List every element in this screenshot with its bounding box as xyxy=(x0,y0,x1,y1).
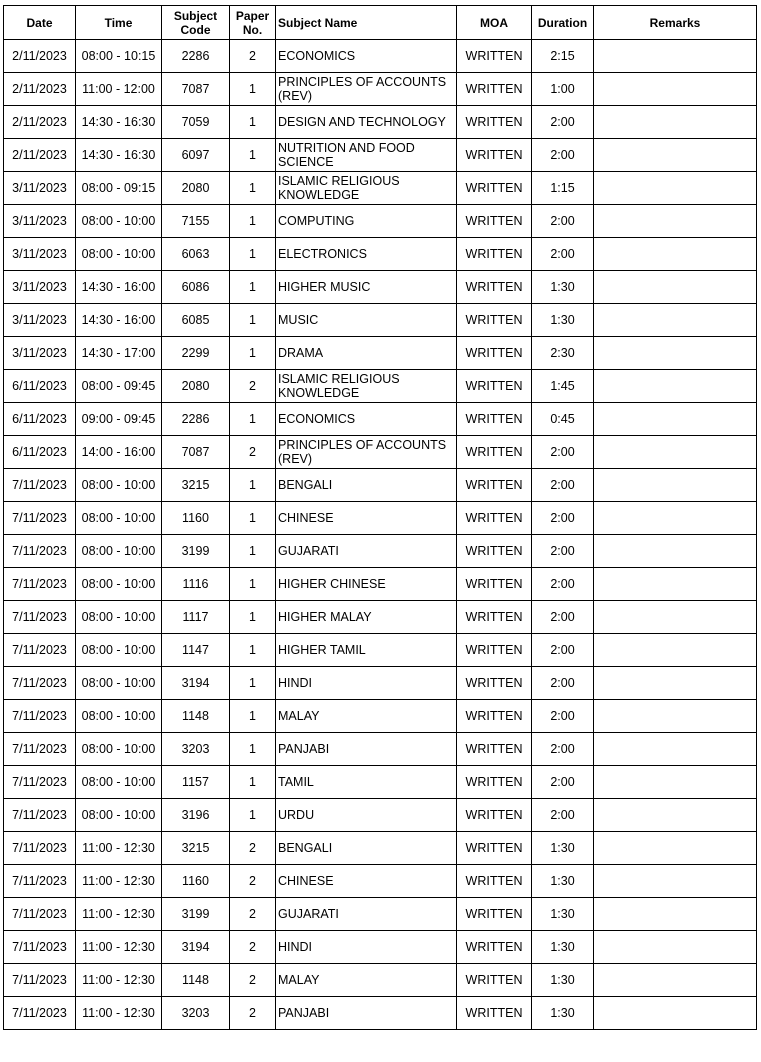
table-row xyxy=(4,502,757,535)
cell-subject-name: HINDI xyxy=(276,931,457,964)
cell-paper-no: 1 xyxy=(230,139,276,172)
cell-moa: WRITTEN xyxy=(457,172,532,205)
cell-subject-name: ELECTRONICS xyxy=(276,238,457,271)
cell-duration: 2:00 xyxy=(532,799,594,832)
table-row xyxy=(4,568,757,601)
cell-subject-code: 3196 xyxy=(162,799,230,832)
cell-remarks xyxy=(594,436,757,469)
cell-time: 11:00 - 12:30 xyxy=(76,832,162,865)
cell-duration: 1:30 xyxy=(532,271,594,304)
cell-duration: 2:00 xyxy=(532,139,594,172)
cell-time: 11:00 - 12:00 xyxy=(76,73,162,106)
cell-remarks xyxy=(594,238,757,271)
cell-remarks xyxy=(594,205,757,238)
cell-remarks xyxy=(594,40,757,73)
cell-time: 08:00 - 10:00 xyxy=(76,601,162,634)
cell-duration: 1:00 xyxy=(532,73,594,106)
cell-date: 7/11/2023 xyxy=(4,865,76,898)
cell-remarks xyxy=(594,997,757,1030)
cell-duration: 1:30 xyxy=(532,832,594,865)
cell-moa: WRITTEN xyxy=(457,469,532,502)
cell-time: 11:00 - 12:30 xyxy=(76,865,162,898)
cell-time: 08:00 - 09:15 xyxy=(76,172,162,205)
cell-moa: WRITTEN xyxy=(457,799,532,832)
cell-subject-name: HIGHER MALAY xyxy=(276,601,457,634)
cell-remarks xyxy=(594,73,757,106)
cell-subject-code: 7155 xyxy=(162,205,230,238)
table-row xyxy=(4,799,757,832)
cell-moa: WRITTEN xyxy=(457,337,532,370)
cell-subject-code: 1157 xyxy=(162,766,230,799)
header-date: Date xyxy=(4,6,76,40)
cell-time: 08:00 - 10:00 xyxy=(76,535,162,568)
table-row xyxy=(4,634,757,667)
header-subject-name: Subject Name xyxy=(276,6,457,40)
cell-paper-no: 2 xyxy=(230,964,276,997)
cell-subject-code: 6085 xyxy=(162,304,230,337)
cell-duration: 2:00 xyxy=(532,469,594,502)
cell-moa: WRITTEN xyxy=(457,997,532,1030)
cell-subject-name: COMPUTING xyxy=(276,205,457,238)
table-row xyxy=(4,898,757,931)
cell-subject-code: 1116 xyxy=(162,568,230,601)
cell-subject-name: BENGALI xyxy=(276,832,457,865)
cell-time: 08:00 - 10:00 xyxy=(76,469,162,502)
cell-remarks xyxy=(594,568,757,601)
cell-subject-code: 3199 xyxy=(162,898,230,931)
cell-moa: WRITTEN xyxy=(457,832,532,865)
cell-subject-name: HIGHER CHINESE xyxy=(276,568,457,601)
cell-subject-code: 1147 xyxy=(162,634,230,667)
table-header xyxy=(4,6,757,40)
cell-date: 2/11/2023 xyxy=(4,139,76,172)
table-row xyxy=(4,436,757,469)
cell-moa: WRITTEN xyxy=(457,733,532,766)
cell-subject-code: 6063 xyxy=(162,238,230,271)
cell-duration: 2:00 xyxy=(532,667,594,700)
cell-paper-no: 1 xyxy=(230,205,276,238)
cell-moa: WRITTEN xyxy=(457,205,532,238)
cell-subject-name: PANJABI xyxy=(276,733,457,766)
cell-paper-no: 1 xyxy=(230,502,276,535)
cell-moa: WRITTEN xyxy=(457,568,532,601)
cell-paper-no: 2 xyxy=(230,370,276,403)
cell-paper-no: 1 xyxy=(230,700,276,733)
cell-time: 14:30 - 16:30 xyxy=(76,139,162,172)
cell-duration: 1:30 xyxy=(532,898,594,931)
cell-moa: WRITTEN xyxy=(457,898,532,931)
cell-date: 7/11/2023 xyxy=(4,931,76,964)
table-row xyxy=(4,997,757,1030)
cell-time: 14:30 - 16:00 xyxy=(76,304,162,337)
cell-date: 7/11/2023 xyxy=(4,898,76,931)
cell-date: 7/11/2023 xyxy=(4,997,76,1030)
cell-subject-name: GUJARATI xyxy=(276,898,457,931)
cell-remarks xyxy=(594,172,757,205)
header-paper-line1: Paper xyxy=(235,8,270,23)
cell-remarks xyxy=(594,370,757,403)
cell-remarks xyxy=(594,700,757,733)
cell-remarks xyxy=(594,733,757,766)
cell-date: 3/11/2023 xyxy=(4,337,76,370)
header-row xyxy=(4,6,757,40)
cell-subject-code: 1117 xyxy=(162,601,230,634)
cell-remarks xyxy=(594,535,757,568)
cell-duration: 1:30 xyxy=(532,997,594,1030)
cell-date: 7/11/2023 xyxy=(4,799,76,832)
table-row xyxy=(4,106,757,139)
cell-paper-no: 1 xyxy=(230,799,276,832)
cell-date: 3/11/2023 xyxy=(4,304,76,337)
cell-duration: 2:00 xyxy=(532,205,594,238)
cell-time: 09:00 - 09:45 xyxy=(76,403,162,436)
cell-remarks xyxy=(594,337,757,370)
table-row xyxy=(4,40,757,73)
cell-time: 08:00 - 10:00 xyxy=(76,700,162,733)
cell-remarks xyxy=(594,469,757,502)
cell-moa: WRITTEN xyxy=(457,106,532,139)
cell-time: 08:00 - 09:45 xyxy=(76,370,162,403)
cell-time: 14:30 - 16:00 xyxy=(76,271,162,304)
cell-paper-no: 1 xyxy=(230,337,276,370)
cell-duration: 2:00 xyxy=(532,634,594,667)
cell-date: 3/11/2023 xyxy=(4,205,76,238)
cell-subject-code: 2080 xyxy=(162,370,230,403)
cell-subject-name: URDU xyxy=(276,799,457,832)
cell-remarks xyxy=(594,667,757,700)
header-subject-code-line1: Subject xyxy=(173,8,218,23)
cell-moa: WRITTEN xyxy=(457,370,532,403)
cell-duration: 2:15 xyxy=(532,40,594,73)
cell-paper-no: 1 xyxy=(230,733,276,766)
cell-remarks xyxy=(594,304,757,337)
cell-moa: WRITTEN xyxy=(457,436,532,469)
cell-remarks xyxy=(594,865,757,898)
cell-date: 6/11/2023 xyxy=(4,403,76,436)
cell-subject-name: ECONOMICS xyxy=(276,40,457,73)
cell-subject-name: DRAMA xyxy=(276,337,457,370)
cell-paper-no: 1 xyxy=(230,766,276,799)
cell-duration: 1:45 xyxy=(532,370,594,403)
header-subject-code-line2: Code xyxy=(180,22,211,37)
cell-subject-name: HIGHER TAMIL xyxy=(276,634,457,667)
cell-moa: WRITTEN xyxy=(457,601,532,634)
cell-subject-name: ISLAMIC RELIGIOUS KNOWLEDGE xyxy=(276,370,457,403)
cell-remarks xyxy=(594,502,757,535)
cell-subject-code: 6086 xyxy=(162,271,230,304)
cell-time: 08:00 - 10:00 xyxy=(76,502,162,535)
cell-time: 08:00 - 10:15 xyxy=(76,40,162,73)
cell-remarks xyxy=(594,634,757,667)
cell-remarks xyxy=(594,766,757,799)
cell-paper-no: 1 xyxy=(230,304,276,337)
cell-paper-no: 2 xyxy=(230,865,276,898)
cell-date: 2/11/2023 xyxy=(4,73,76,106)
cell-moa: WRITTEN xyxy=(457,304,532,337)
cell-duration: 1:30 xyxy=(532,304,594,337)
cell-remarks xyxy=(594,898,757,931)
cell-time: 14:30 - 16:30 xyxy=(76,106,162,139)
header-time: Time xyxy=(76,6,162,40)
cell-subject-code: 3215 xyxy=(162,469,230,502)
cell-subject-name: MUSIC xyxy=(276,304,457,337)
cell-remarks xyxy=(594,106,757,139)
table-row xyxy=(4,271,757,304)
cell-date: 7/11/2023 xyxy=(4,964,76,997)
cell-time: 14:30 - 17:00 xyxy=(76,337,162,370)
cell-subject-name: CHINESE xyxy=(276,865,457,898)
cell-moa: WRITTEN xyxy=(457,865,532,898)
cell-time: 08:00 - 10:00 xyxy=(76,733,162,766)
cell-time: 08:00 - 10:00 xyxy=(76,766,162,799)
cell-moa: WRITTEN xyxy=(457,634,532,667)
cell-subject-code: 2299 xyxy=(162,337,230,370)
cell-duration: 0:45 xyxy=(532,403,594,436)
header-paper-no xyxy=(230,6,276,40)
cell-duration: 2:00 xyxy=(532,568,594,601)
cell-paper-no: 2 xyxy=(230,40,276,73)
table-row xyxy=(4,403,757,436)
cell-remarks xyxy=(594,799,757,832)
cell-time: 08:00 - 10:00 xyxy=(76,799,162,832)
cell-subject-name: ECONOMICS xyxy=(276,403,457,436)
cell-paper-no: 2 xyxy=(230,832,276,865)
cell-moa: WRITTEN xyxy=(457,766,532,799)
header-subject-code xyxy=(162,6,230,40)
cell-date: 7/11/2023 xyxy=(4,700,76,733)
cell-paper-no: 1 xyxy=(230,601,276,634)
cell-paper-no: 2 xyxy=(230,997,276,1030)
cell-subject-code: 3215 xyxy=(162,832,230,865)
cell-date: 7/11/2023 xyxy=(4,568,76,601)
cell-subject-name: TAMIL xyxy=(276,766,457,799)
cell-paper-no: 2 xyxy=(230,931,276,964)
cell-subject-name: HIGHER MUSIC xyxy=(276,271,457,304)
cell-duration: 2:00 xyxy=(532,436,594,469)
cell-subject-code: 7059 xyxy=(162,106,230,139)
cell-moa: WRITTEN xyxy=(457,271,532,304)
cell-subject-code: 1160 xyxy=(162,865,230,898)
table-row xyxy=(4,667,757,700)
header-remarks: Remarks xyxy=(594,6,757,40)
cell-subject-name: PRINCIPLES OF ACCOUNTS (REV) xyxy=(276,73,457,106)
cell-date: 7/11/2023 xyxy=(4,667,76,700)
table-row xyxy=(4,601,757,634)
cell-date: 7/11/2023 xyxy=(4,535,76,568)
cell-subject-name: GUJARATI xyxy=(276,535,457,568)
cell-duration: 2:00 xyxy=(532,733,594,766)
cell-date: 7/11/2023 xyxy=(4,469,76,502)
cell-time: 11:00 - 12:30 xyxy=(76,997,162,1030)
table-row xyxy=(4,832,757,865)
table-row xyxy=(4,238,757,271)
table-row xyxy=(4,304,757,337)
table-row xyxy=(4,469,757,502)
table-row xyxy=(4,370,757,403)
cell-date: 6/11/2023 xyxy=(4,436,76,469)
cell-duration: 1:30 xyxy=(532,964,594,997)
cell-moa: WRITTEN xyxy=(457,73,532,106)
cell-paper-no: 1 xyxy=(230,403,276,436)
cell-subject-name: CHINESE xyxy=(276,502,457,535)
cell-moa: WRITTEN xyxy=(457,139,532,172)
cell-date: 3/11/2023 xyxy=(4,238,76,271)
cell-remarks xyxy=(594,403,757,436)
table-row xyxy=(4,700,757,733)
cell-subject-code: 1160 xyxy=(162,502,230,535)
cell-subject-name: PRINCIPLES OF ACCOUNTS (REV) xyxy=(276,436,457,469)
cell-moa: WRITTEN xyxy=(457,535,532,568)
cell-moa: WRITTEN xyxy=(457,40,532,73)
table-row xyxy=(4,139,757,172)
cell-date: 7/11/2023 xyxy=(4,832,76,865)
cell-paper-no: 1 xyxy=(230,634,276,667)
cell-moa: WRITTEN xyxy=(457,502,532,535)
cell-paper-no: 1 xyxy=(230,271,276,304)
cell-paper-no: 2 xyxy=(230,898,276,931)
table-row xyxy=(4,766,757,799)
cell-date: 7/11/2023 xyxy=(4,634,76,667)
cell-duration: 2:00 xyxy=(532,766,594,799)
cell-time: 08:00 - 10:00 xyxy=(76,667,162,700)
cell-remarks xyxy=(594,601,757,634)
cell-remarks xyxy=(594,271,757,304)
cell-time: 14:00 - 16:00 xyxy=(76,436,162,469)
cell-time: 11:00 - 12:30 xyxy=(76,931,162,964)
cell-moa: WRITTEN xyxy=(457,667,532,700)
table-row xyxy=(4,172,757,205)
cell-moa: WRITTEN xyxy=(457,700,532,733)
table-row xyxy=(4,733,757,766)
cell-time: 11:00 - 12:30 xyxy=(76,964,162,997)
cell-remarks xyxy=(594,832,757,865)
header-moa: MOA xyxy=(457,6,532,40)
cell-time: 08:00 - 10:00 xyxy=(76,568,162,601)
table-row xyxy=(4,205,757,238)
cell-subject-name: ISLAMIC RELIGIOUS KNOWLEDGE xyxy=(276,172,457,205)
timetable-table xyxy=(3,5,757,1030)
cell-subject-name: NUTRITION AND FOOD SCIENCE xyxy=(276,139,457,172)
cell-duration: 2:00 xyxy=(532,106,594,139)
cell-paper-no: 1 xyxy=(230,172,276,205)
table-row xyxy=(4,535,757,568)
cell-duration: 2:00 xyxy=(532,502,594,535)
cell-date: 7/11/2023 xyxy=(4,601,76,634)
cell-time: 08:00 - 10:00 xyxy=(76,634,162,667)
cell-duration: 2:30 xyxy=(532,337,594,370)
cell-subject-code: 1148 xyxy=(162,700,230,733)
cell-duration: 1:30 xyxy=(532,931,594,964)
cell-subject-name: MALAY xyxy=(276,700,457,733)
table-row xyxy=(4,865,757,898)
cell-duration: 2:00 xyxy=(532,238,594,271)
cell-paper-no: 1 xyxy=(230,106,276,139)
cell-subject-code: 3203 xyxy=(162,997,230,1030)
cell-paper-no: 1 xyxy=(230,568,276,601)
cell-subject-code: 3194 xyxy=(162,931,230,964)
cell-moa: WRITTEN xyxy=(457,931,532,964)
cell-date: 2/11/2023 xyxy=(4,106,76,139)
header-paper-line2: No. xyxy=(242,22,263,37)
cell-duration: 2:00 xyxy=(532,700,594,733)
cell-subject-name: BENGALI xyxy=(276,469,457,502)
cell-subject-code: 3199 xyxy=(162,535,230,568)
cell-subject-code: 2286 xyxy=(162,40,230,73)
cell-remarks xyxy=(594,964,757,997)
cell-subject-code: 7087 xyxy=(162,73,230,106)
table-row xyxy=(4,73,757,106)
cell-subject-name: MALAY xyxy=(276,964,457,997)
cell-duration: 1:15 xyxy=(532,172,594,205)
cell-subject-code: 3203 xyxy=(162,733,230,766)
cell-time: 08:00 - 10:00 xyxy=(76,205,162,238)
cell-duration: 2:00 xyxy=(532,601,594,634)
cell-subject-code: 2080 xyxy=(162,172,230,205)
cell-subject-name: HINDI xyxy=(276,667,457,700)
header-duration: Duration xyxy=(532,6,594,40)
cell-subject-code: 6097 xyxy=(162,139,230,172)
cell-duration: 2:00 xyxy=(532,535,594,568)
cell-paper-no: 1 xyxy=(230,238,276,271)
cell-duration: 1:30 xyxy=(532,865,594,898)
cell-time: 08:00 - 10:00 xyxy=(76,238,162,271)
cell-time: 11:00 - 12:30 xyxy=(76,898,162,931)
cell-date: 3/11/2023 xyxy=(4,271,76,304)
cell-subject-name: DESIGN AND TECHNOLOGY xyxy=(276,106,457,139)
cell-paper-no: 1 xyxy=(230,469,276,502)
table-row xyxy=(4,931,757,964)
cell-remarks xyxy=(594,139,757,172)
cell-date: 7/11/2023 xyxy=(4,502,76,535)
cell-date: 7/11/2023 xyxy=(4,733,76,766)
cell-paper-no: 1 xyxy=(230,535,276,568)
cell-remarks xyxy=(594,931,757,964)
table-row xyxy=(4,964,757,997)
cell-subject-code: 2286 xyxy=(162,403,230,436)
cell-subject-code: 3194 xyxy=(162,667,230,700)
cell-subject-code: 7087 xyxy=(162,436,230,469)
cell-date: 2/11/2023 xyxy=(4,40,76,73)
cell-date: 3/11/2023 xyxy=(4,172,76,205)
table-body xyxy=(4,40,757,1030)
cell-paper-no: 1 xyxy=(230,73,276,106)
cell-moa: WRITTEN xyxy=(457,403,532,436)
cell-subject-code: 1148 xyxy=(162,964,230,997)
cell-moa: WRITTEN xyxy=(457,238,532,271)
cell-subject-name: PANJABI xyxy=(276,997,457,1030)
cell-moa: WRITTEN xyxy=(457,964,532,997)
cell-date: 7/11/2023 xyxy=(4,766,76,799)
cell-date: 6/11/2023 xyxy=(4,370,76,403)
table-row xyxy=(4,337,757,370)
exam-timetable xyxy=(3,5,756,1030)
cell-paper-no: 1 xyxy=(230,667,276,700)
cell-paper-no: 2 xyxy=(230,436,276,469)
